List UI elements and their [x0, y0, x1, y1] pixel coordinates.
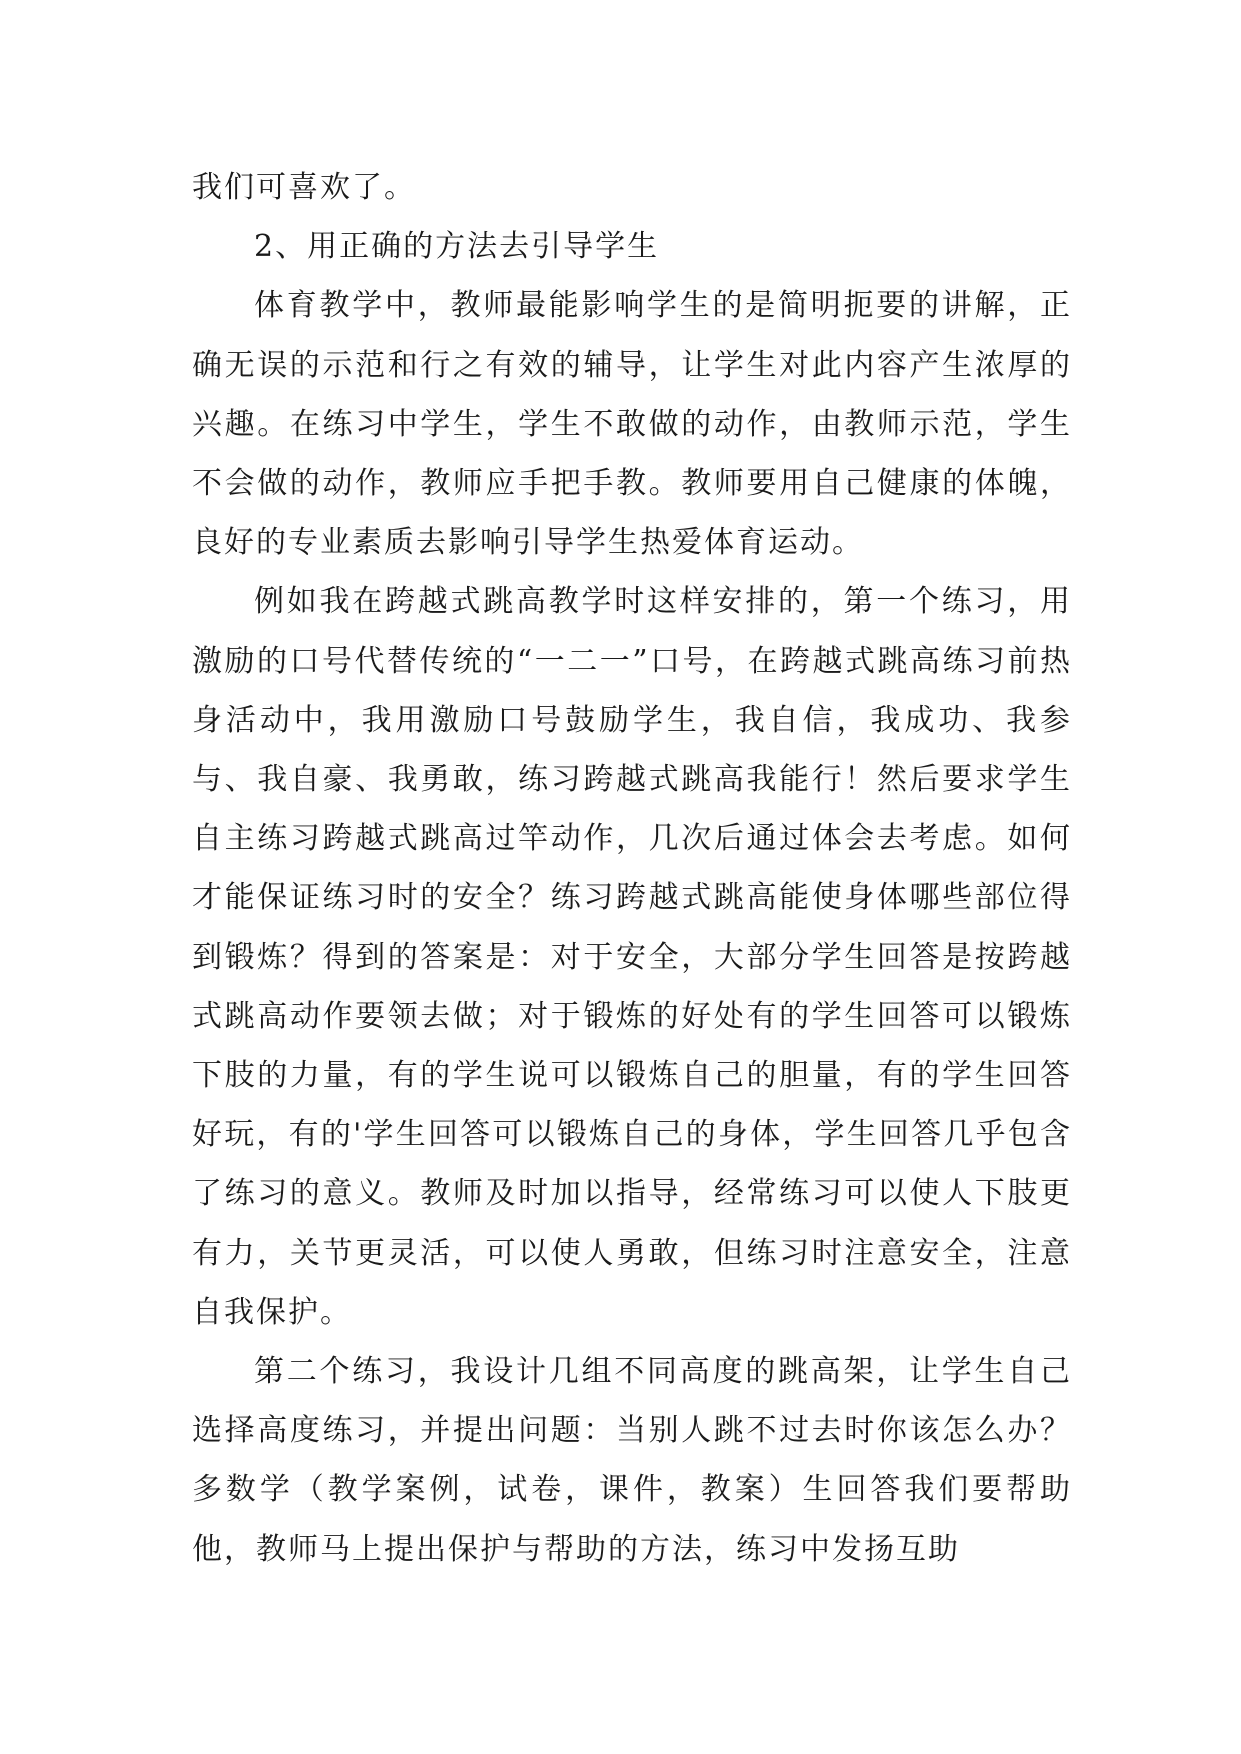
paragraph-second-exercise: 第二个练习，我设计几组不同高度的跳高架，让学生自己选择高度练习，并提出问题：当别人跳不过去时你该怎么办？多数学（教学案例，试卷，课件，教案）生回答我们要帮助他，教师马上提出保护与帮助的方法，练习中发扬互助 [192, 1354, 1072, 1567]
section-heading: 2、用正确的方法去引导学生 [254, 229, 660, 265]
document-body [192, 158, 1072, 1579]
paragraph-continuation: 我们可喜欢了。 [192, 170, 416, 205]
paragraph-first-exercise: 例如我在跨越式跳高教学时这样安排的，第一个练习，用激励的口号代替传统的“一二一”口号，在跨越式跳高练习前热身活动中，我用激励口号鼓励学生，我自信，我成功、我参与、我自豪、我勇敢，练习跨越式跳高我能行！然后要求学生自主练习跨越式跳高过竿动作，几次后通过体会去考虑。如何才能保证练习时的安全？练习跨越式跳高能使身体哪些部位得到锻炼？得到的答案是：对于安全，大部分学生回答是按跨越式跳高动作要领去做；对于锻炼的好处有的学生回答可以锻炼下肢的力量，有的学生说可以锻炼自己的胆量，有的学生回答好玩，有的'学生回答可以锻炼自己的身体，学生回答几乎包含了练习的意义。教师及时加以指导，经常练习可以使人下肢更有力，关节更灵活，可以使人勇敢，但练习时注意安全，注意自我保护。 [192, 584, 1072, 1330]
paragraph-teaching-influence: 体育教学中，教师最能影响学生的是简明扼要的讲解，正确无误的示范和行之有效的辅导，让学生对此内容产生浓厚的兴趣。在练习中学生，学生不敢做的动作，由教师示范，学生不会做的动作，教师应手把手教。教师要用自己健康的体魄，良好的专业素质去影响引导学生热爱体育运动。 [192, 288, 1072, 561]
